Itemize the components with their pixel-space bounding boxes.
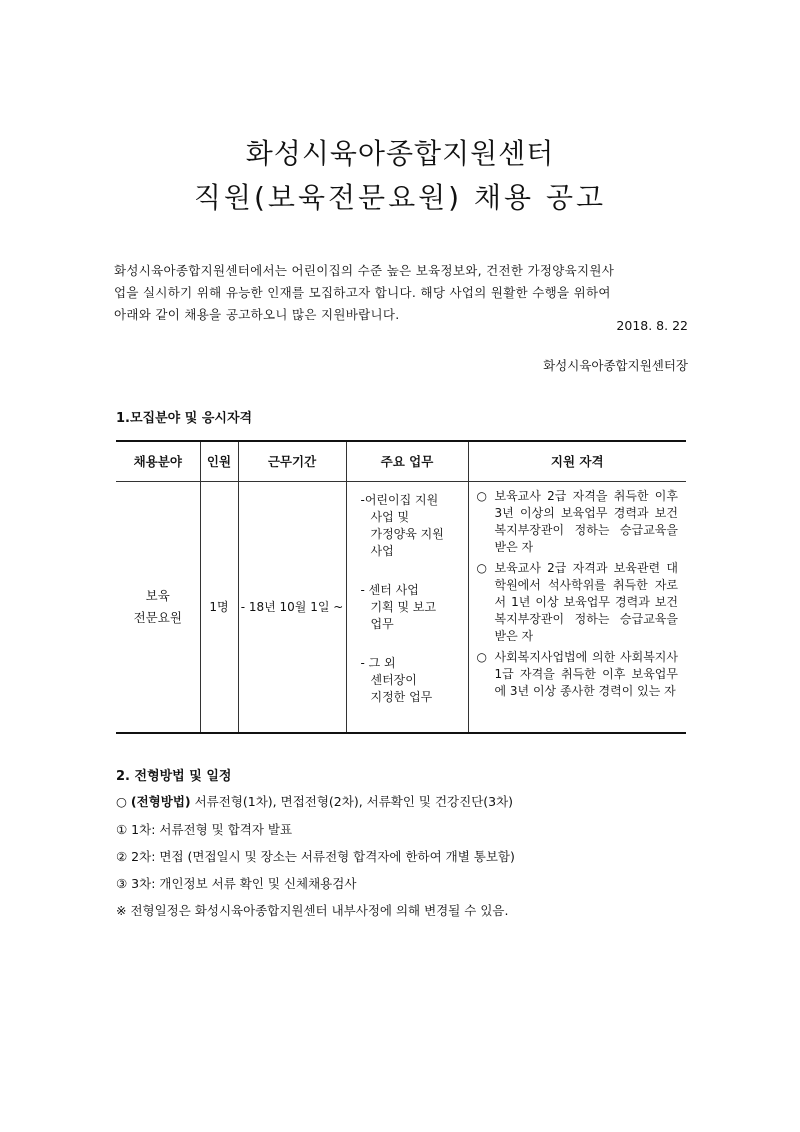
duty-item [361, 655, 462, 706]
duty-item [361, 492, 462, 560]
duty-text: 사업 및 [370, 509, 410, 524]
duty-text: 업무 [370, 616, 394, 631]
duty-text: 기획 및 보고 [370, 599, 437, 614]
qualification-item [477, 488, 679, 556]
circle-bullet-icon: ○ [476, 649, 487, 664]
header-duties: 주요 업무 [346, 441, 468, 481]
table-row [116, 481, 686, 733]
field-line: 전문요원 [133, 609, 182, 625]
section-heading-selection: 2. 전형방법 및 일정 [116, 769, 232, 784]
cell-period: - 18년 10월 1일 ~ [238, 481, 346, 733]
cell-qualifications [468, 481, 686, 733]
qualification-item [477, 560, 679, 645]
section-heading-recruitment: 1.모집분야 및 응시자격 [116, 411, 253, 426]
recruitment-table [116, 440, 686, 734]
intro-line: 아래와 같이 채용을 공고하오니 많은 지원바랍니다. [114, 307, 400, 322]
duty-text: - 그 외 [360, 655, 396, 670]
duty-text: 센터장이 [370, 672, 417, 687]
intro-line: 업을 실시하기 위해 유능한 인재를 모집하고자 합니다. 해당 사업의 원활한 수행을 위하여 [114, 285, 611, 300]
cell-count: 1명 [200, 481, 238, 733]
header-count: 인원 [200, 441, 238, 481]
table-header-row [116, 441, 686, 481]
qualification-text: 보육교사 2급 자격과 보육관련 대학원에서 석사학위를 취득한 자로서 1년 이상 보육업무 경력과 보건복지부장관이 정하는 승급교육을 받은 자 [494, 560, 678, 643]
method-label: (전형방법) [130, 794, 191, 809]
qualification-text: 보육교사 2급 자격을 취득한 이후 3년 이상의 보육업무 경력과 보건복지부장관이 정하는 승급교육을 받은 자 [494, 488, 678, 554]
duty-text: 지정한 업무 [370, 689, 433, 704]
selection-step: ② 2차: 면접 (면접일시 및 장소는 서류전형 합격자에 한하여 개별 통보함) [116, 849, 515, 864]
method-text: 서류전형(1차), 면접전형(2차), 서류확인 및 건강진단(3차) [190, 794, 514, 809]
intro-paragraph [114, 260, 688, 326]
qualification-text: 사회복지사업법에 의한 사회복지사 1급 자격을 취득한 이후 보육업무에 3년 이상 종사한 경력이 있는 자 [494, 649, 678, 698]
header-qualifications: 지원 자격 [468, 441, 686, 481]
document-title: 화성시육아종합지원센터 [245, 137, 555, 170]
duty-item [361, 582, 462, 633]
notice-date: 2018. 8. 22 [616, 318, 688, 333]
duty-text: 사업 [370, 543, 394, 558]
qualification-item [477, 649, 679, 700]
cell-field [116, 481, 200, 733]
duty-text: -어린이집 지원 [360, 492, 439, 507]
intro-line: 화성시육아종합지원센터에서는 어린이집의 수준 높은 보육정보와, 건전한 가정양육지원사 [114, 263, 615, 278]
selection-step: ① 1차: 서류전형 및 합격자 발표 [116, 822, 293, 837]
selection-method-line [116, 792, 513, 810]
selection-step: ③ 3차: 개인정보 서류 확인 및 신체채용검사 [116, 876, 357, 891]
duty-text: - 센터 사업 [360, 582, 419, 597]
schedule-note: ※ 전형일정은 화성시육아종합지원센터 내부사정에 의해 변경될 수 있음. [116, 903, 509, 918]
circle-bullet-icon: ○ [476, 488, 487, 503]
duty-text: 가정양육 지원 [370, 526, 444, 541]
header-period: 근무기간 [238, 441, 346, 481]
header-field: 채용분야 [116, 441, 200, 481]
method-marker: ○ [116, 794, 131, 809]
document-subtitle: 직원(보육전문요원) 채용 공고 [193, 181, 607, 214]
circle-bullet-icon: ○ [476, 560, 487, 575]
field-line: 보육 [145, 587, 170, 603]
cell-duties [346, 481, 468, 733]
issuer-name: 화성시육아종합지원센터장 [543, 358, 688, 373]
